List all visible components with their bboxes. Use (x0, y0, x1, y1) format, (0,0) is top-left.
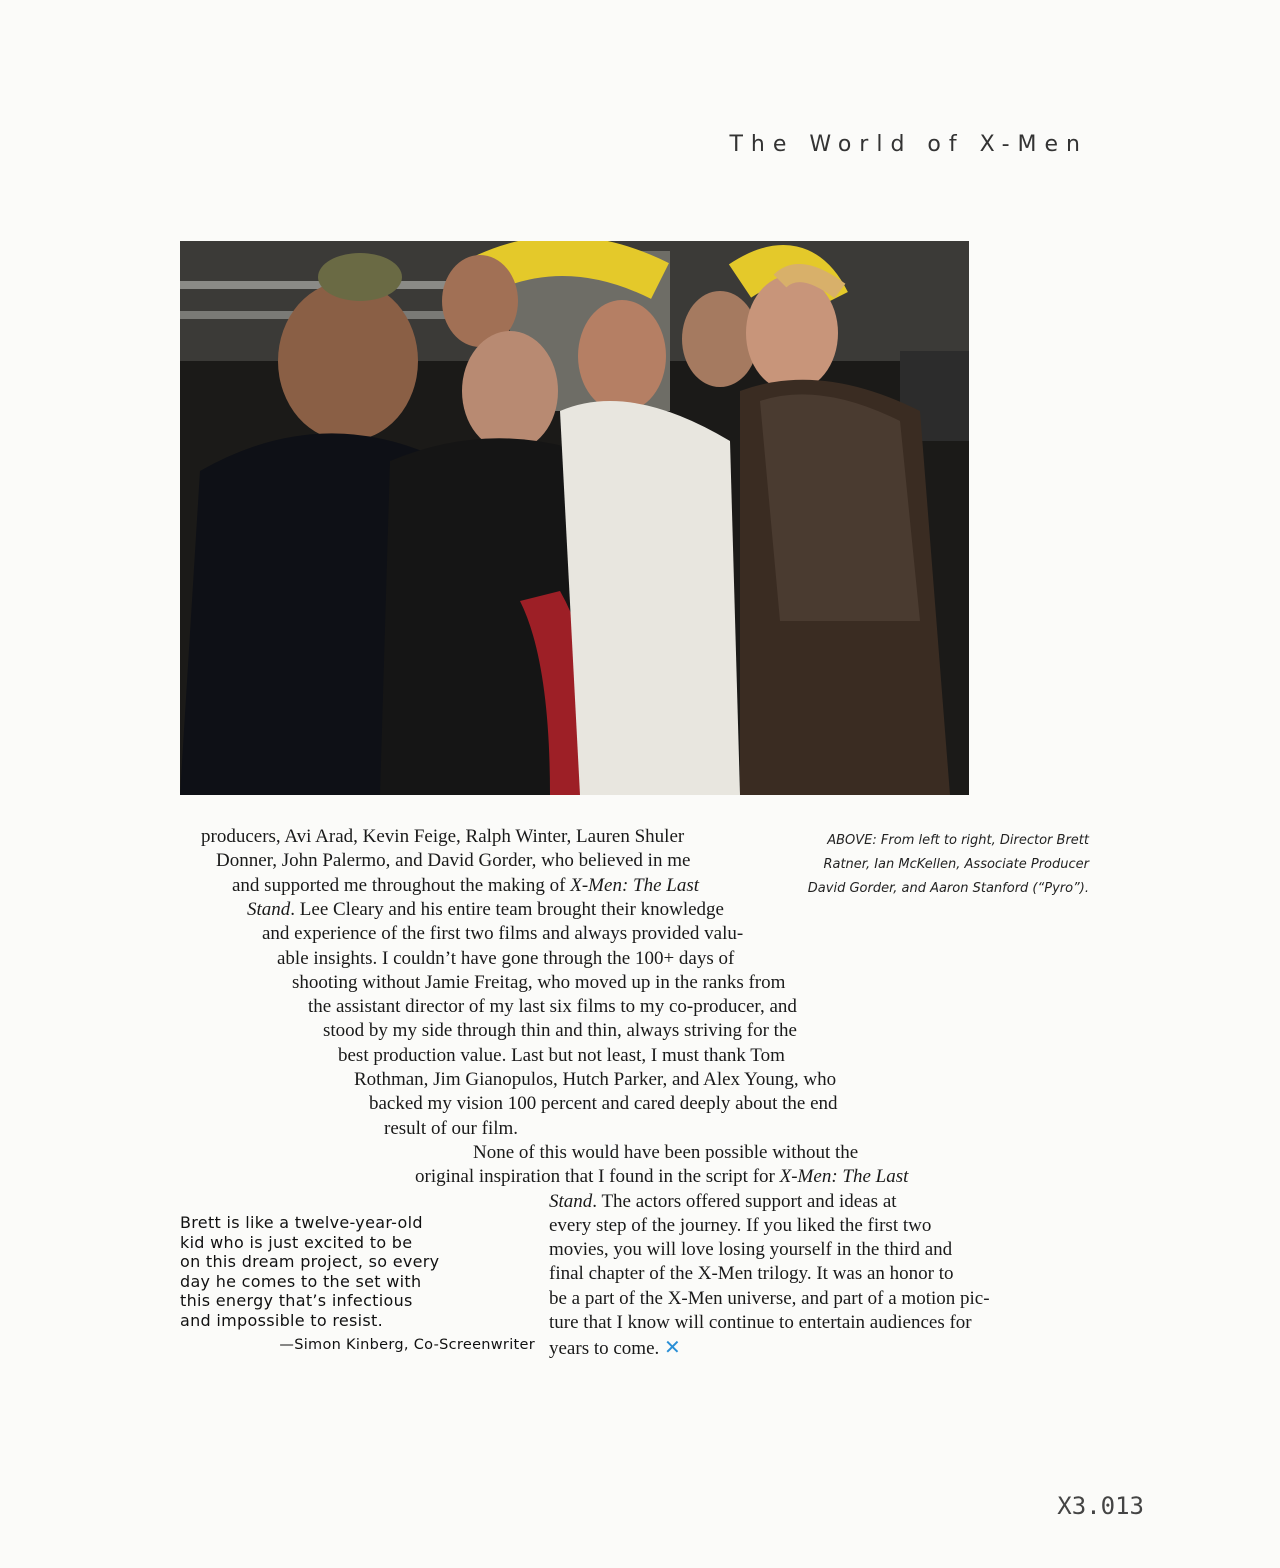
body-line: producers, Avi Arad, Kevin Feige, Ralph Winter, Lauren Shuler (201, 826, 685, 847)
pull-quote-line: day he comes to the set with (180, 1271, 422, 1291)
body-line (549, 1190, 897, 1214)
photo-caption: ABOVE: From left to right, Director Brett Ratner, Ian McKellen, Associate Producer David Gorder, and Aaron Stanford (“Pyro”). (807, 833, 1089, 896)
pull-quote-line: and impossible to resist. (180, 1310, 384, 1330)
body-line-text: and supported me throughout the making of (232, 874, 571, 896)
body-line-text: . Lee Cleary and his entire team brought their knowledge (290, 898, 724, 920)
body-line: ture that I know will continue to entertain audiences for (549, 1312, 972, 1333)
body-line (232, 874, 699, 898)
pull-quote-line: kid who is just excited to be (180, 1232, 413, 1252)
photo-illustration (180, 241, 969, 795)
body-line: and experience of the first two films and always provided valu- (262, 923, 744, 945)
body-line: movies, you will love losing yourself in the third and (549, 1239, 953, 1261)
body-line-text: original inspiration that I found in the script for (415, 1166, 780, 1188)
pull-quote-line: this energy that’s infectious (180, 1291, 413, 1311)
body-line: stood by my side through thin and thin, always striving for the (323, 1020, 797, 1042)
body-line: backed my vision 100 percent and cared deeply about the end (369, 1093, 838, 1115)
body-line (247, 898, 724, 922)
body-line (415, 1165, 908, 1189)
body-line: the assistant director of my last six films to my co-producer, and (308, 996, 797, 1018)
body-line: shooting without Jamie Freitag, who moved up in the ranks from (292, 971, 786, 993)
pull-quote-attribution: —Simon Kinberg, Co-Screenwriter (279, 1336, 535, 1353)
pull-quote-line: Brett is like a twelve-year-old (180, 1213, 423, 1232)
running-head: The World of X-Men (729, 132, 1088, 157)
pull-quote (180, 1213, 535, 1355)
body-line: None of this would have been possible without the (473, 1141, 859, 1163)
film-title: X-Men: The Last (779, 1166, 909, 1188)
body-line: final chapter of the X-Men trilogy. It was an honor to (549, 1263, 954, 1285)
body-line: be a part of the X-Men universe, and part of a motion pic- (549, 1287, 990, 1309)
body-line: Donner, John Palermo, and David Gorder, who believed in me (216, 850, 691, 872)
body-line: able insights. I couldn’t have gone through the 100+ days of (277, 947, 735, 969)
body-line-text: years to come. (549, 1338, 665, 1360)
film-title: Stand (549, 1190, 593, 1212)
body-line: every step of the journey. If you liked the first two (549, 1214, 932, 1236)
film-title: X-Men: The Last (570, 874, 700, 896)
page-number: X3.013 (1057, 1492, 1144, 1520)
film-title: Stand (247, 898, 291, 920)
body-line (549, 1335, 681, 1361)
x-end-mark-icon: ✕ (664, 1335, 681, 1360)
pull-quote-line: on this dream project, so every (180, 1252, 440, 1272)
body-line: Rothman, Jim Gianopulos, Hutch Parker, and Alex Young, who (354, 1069, 837, 1090)
body-line-text: . The actors offered support and ideas at (592, 1190, 897, 1212)
behind-the-scenes-photo (180, 241, 969, 795)
body-line: best production value. Last but not least, I must thank Tom (338, 1044, 785, 1066)
body-line: result of our film. (384, 1117, 519, 1139)
